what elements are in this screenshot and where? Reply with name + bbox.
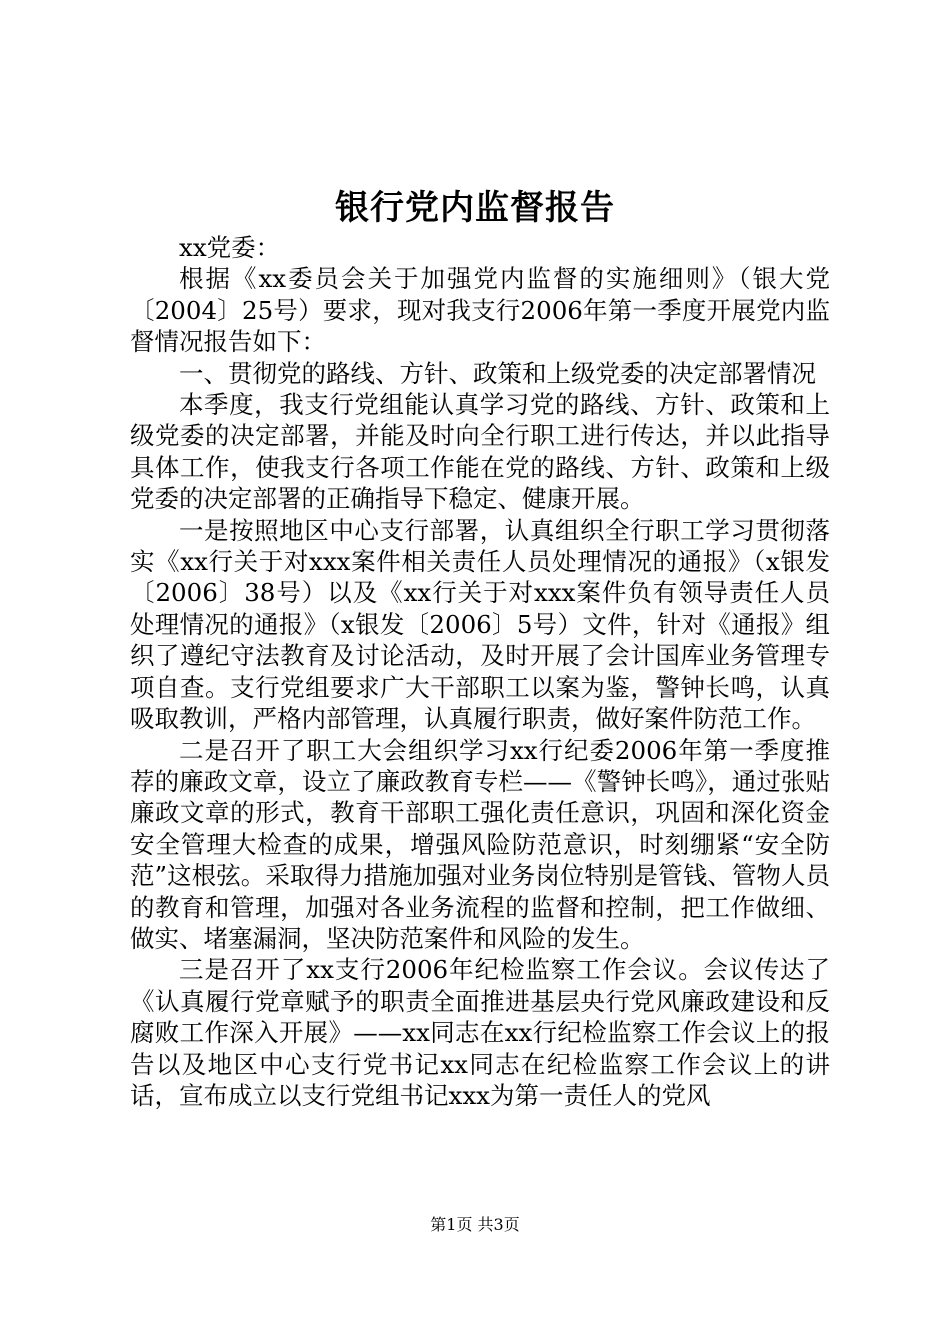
- document-body: [130, 232, 830, 1111]
- document-title: 银行党内监督报告: [335, 188, 615, 228]
- body-paragraph: 一是按照地区中心支行部署，认真组织全行职工学习贯彻落实《xx行关于对xxx案件相关责任人员处理情况的通报》（x银发〔2006〕38号）以及《xx行关于对xxx案件负有领导责任人员处理情况的通报》（x银发〔2006〕5号）文件，针对《通报》组织了遵纪守法教育及讨论活动，及时开展了会计国库业务管理专项自查。支行党组要求广大干部职工以案为鉴，警钟长鸣，认真吸取教训，严格内部管理，认真履行职责，做好案件防范工作。: [130, 515, 830, 734]
- body-paragraph: 三是召开了xx支行2006年纪检监察工作会议。会议传达了《认真履行党章赋予的职责全面推进基层央行党风廉政建设和反腐败工作深入开展》——xx同志在xx行纪检监察工作会议上的报告以及地区中心支行党书记xx同志在纪检监察工作会议上的讲话，宣布成立以支行党组书记xxx为第一责任人的党风: [130, 955, 830, 1110]
- section-heading: 一、贯彻党的路线、方针、政策和上级党委的决定部署情况: [179, 358, 816, 388]
- intro-paragraph: 根据《xx委员会关于加强党内监督的实施细则》（银大党〔2004〕25号）要求，现对我支行2006年第一季度开展党内监督情况报告如下：: [130, 264, 830, 357]
- page-footer: 第1页 共3页: [430, 1215, 520, 1234]
- body-paragraph: 二是召开了职工大会组织学习xx行纪委2006年第一季度推荐的廉政文章，设立了廉政教育专栏——《警钟长鸣》，通过张贴廉政文章的形式，教育干部职工强化责任意识，巩固和深化资金安全管理大检查的成果，增强风险防范意识，时刻绷紧“安全防范”这根弦。采取得力措施加强对业务岗位特别是管钱、管物人员的教育和管理，加强对各业务流程的监督和控制，把工作做细、做实、堵塞漏洞，坚决防范案件和风险的发生。: [130, 735, 830, 953]
- salutation: xx党委：: [179, 233, 281, 262]
- body-paragraph: 本季度，我支行党组能认真学习党的路线、方针、政策和上级党委的决定部署，并能及时向全行职工进行传达，并以此指导具体工作，使我支行各项工作能在党的路线、方针、政策和上级党委的决定部署的正确指导下稳定、健康开展。: [130, 390, 830, 514]
